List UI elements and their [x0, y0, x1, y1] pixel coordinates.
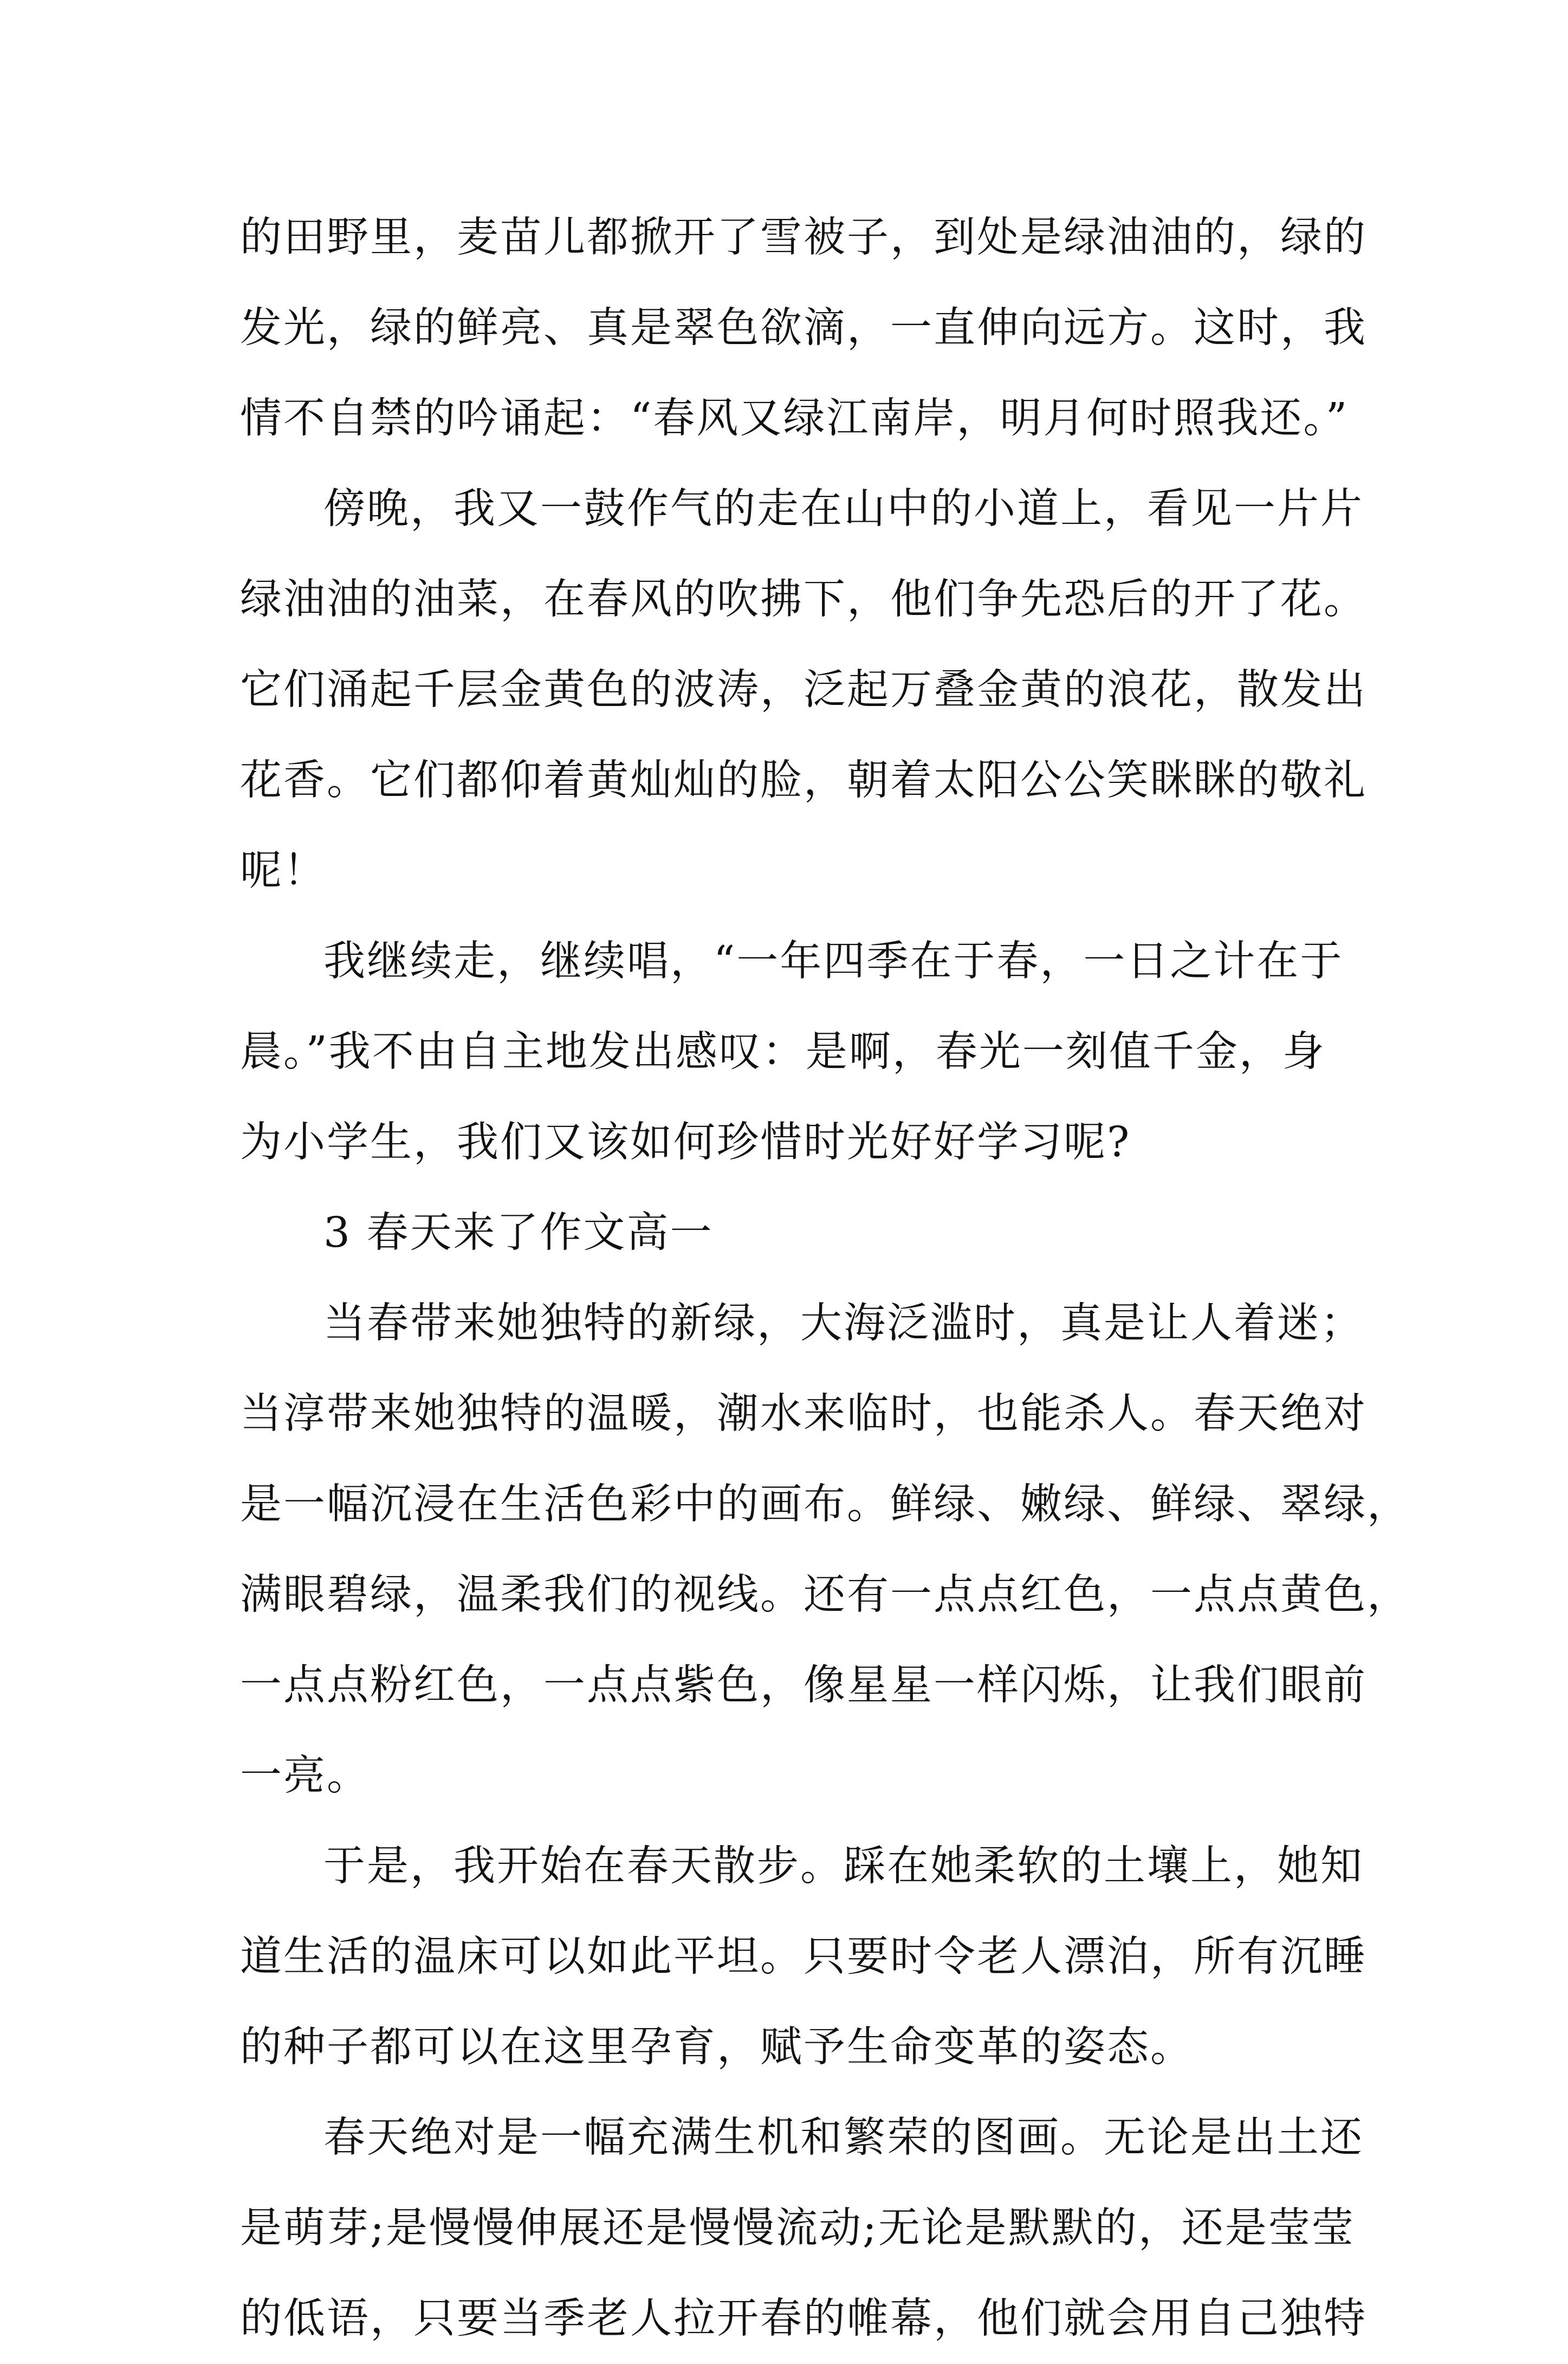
text-line: 我继续走，继续唱，“一年四季在于春，一日之计在于: [323, 937, 1344, 986]
text-line: 它们涌起千层金黄色的波涛，泛起万叠金黄的浪花，散发出: [240, 666, 1367, 714]
text-line: 当春带来她独特的新绿，大海泛滥时，真是让人着迷；: [323, 1299, 1364, 1348]
text-line: 绿油油的油菜，在春风的吹拂下，他们争先恐后的开了花。: [240, 575, 1367, 624]
text-line: 一亮。: [240, 1752, 370, 1800]
text-line: 于是，我开始在春天散步。踩在她柔软的土壤上，她知: [323, 1842, 1364, 1890]
text-line: 的种子都可以在这里孕育，赋予生命变革的姿态。: [240, 2023, 1194, 2071]
text-line: 春天绝对是一幅充满生机和繁荣的图画。无论是出土还: [323, 2114, 1364, 2162]
text-line: 满眼碧绿，温柔我们的视线。还有一点点红色，一点点黄色，: [240, 1571, 1410, 1619]
text-line: 呢！: [240, 847, 327, 895]
text-line: 一点点粉红色，一点点紫色，像星星一样闪烁，让我们眼前: [240, 1661, 1367, 1709]
text-line: 是一幅沉浸在生活色彩中的画布。鲜绿、嫩绿、鲜绿、翠绿，: [240, 1480, 1410, 1528]
text-line: 晨。”我不由自主地发出感叹：是啊，春光一刻值千金，身: [240, 1028, 1326, 1076]
text-line: 傍晚，我又一鼓作气的走在山中的小道上，看见一片片: [323, 485, 1364, 533]
text-line: 情不自禁的吟诵起：“春风又绿江南岸，明月何时照我还。”: [240, 394, 1349, 443]
text-line: 当淳带来她独特的温暖，潮水来临时，也能杀人。春天绝对: [240, 1390, 1367, 1438]
text-line: 为小学生，我们又该如何珍惜时光好好学习呢?: [240, 1118, 1131, 1167]
text-line: 的低语，只要当季老人拉开春的帷幕，他们就会用自己独特: [240, 2295, 1367, 2343]
text-line: 的田野里，麦苗儿都掀开了雪被子，到处是绿油油的，绿的: [240, 213, 1367, 262]
text-line: 是萌芽;是慢慢伸展还是慢慢流动;无论是默默的，还是莹莹: [240, 2204, 1355, 2252]
text-line: 道生活的温床可以如此平坦。只要时令老人漂泊，所有沉睡: [240, 1933, 1367, 1981]
text-line: 花香。它们都仰着黄灿灿的脸，朝着太阳公公笑眯眯的敬礼: [240, 756, 1367, 805]
essay-body: [240, 192, 1410, 2364]
text-line: 发光，绿的鲜亮、真是翠色欲滴，一直伸向远方。这时，我: [240, 304, 1367, 352]
section-heading: 3 春天来了作文高一: [323, 1209, 714, 1257]
